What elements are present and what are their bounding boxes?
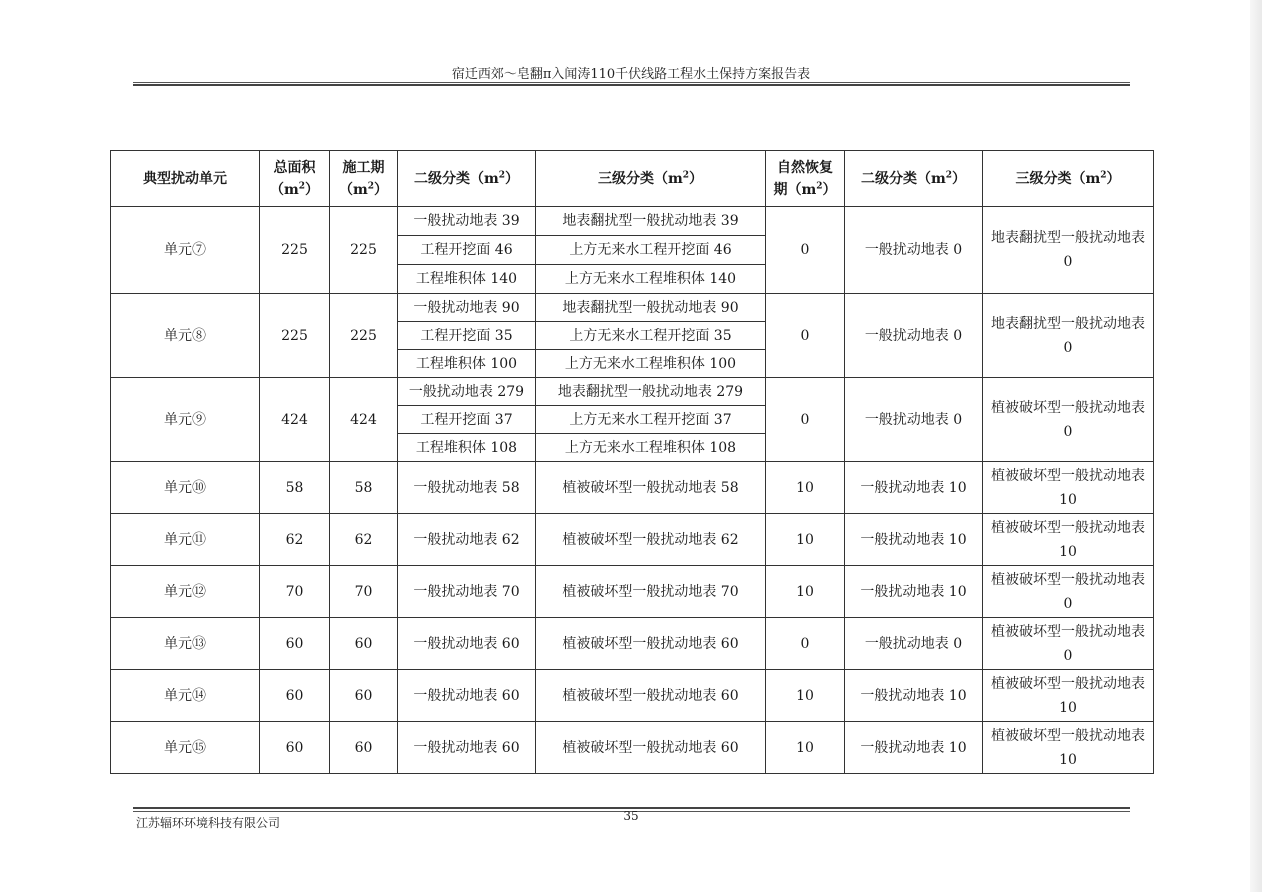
cell-unit: 单元⑪	[111, 514, 260, 566]
col-header-construction-period: 施工期 $(m^2)$	[330, 151, 398, 207]
cell-recovery-level3: 植被破坏型一般扰动地表 10	[983, 722, 1154, 774]
cell-level3: 上方无来水工程开挖面 35	[536, 322, 766, 350]
page-edge-shadow	[1250, 0, 1262, 892]
cell-level3: 地表翻扰型一般扰动地表 39	[536, 207, 766, 236]
cell-recovery-level3: 植被破坏型一般扰动地表 0	[983, 378, 1154, 462]
cell-construction-area: 62	[330, 514, 398, 566]
cell-recovery-level3: 植被破坏型一般扰动地表 10	[983, 462, 1154, 514]
cell-construction-area: 60	[330, 722, 398, 774]
cell-recovery-level2: 一般扰动地表 0	[845, 207, 983, 294]
cell-unit: 单元⑬	[111, 618, 260, 670]
cell-total-area: 70	[260, 566, 330, 618]
table-row	[111, 722, 1154, 774]
table-row	[111, 618, 1154, 670]
table-header-row	[111, 151, 1154, 207]
cell-level2: 一般扰动地表 39	[398, 207, 536, 236]
cell-level2: 工程堆积体 108	[398, 434, 536, 462]
cell-recovery-level3: 植被破坏型一般扰动地表 0	[983, 618, 1154, 670]
cell-level2: 一般扰动地表 60	[398, 722, 536, 774]
cell-level2: 一般扰动地表 60	[398, 618, 536, 670]
cell-level3: 植被破坏型一般扰动地表 60	[536, 722, 766, 774]
cell-recovery-area: 0	[766, 294, 845, 378]
cell-construction-area: 60	[330, 618, 398, 670]
cell-recovery-level3: 地表翻扰型一般扰动地表 0	[983, 294, 1154, 378]
cell-level3: 植被破坏型一般扰动地表 58	[536, 462, 766, 514]
col-header-recovery-level3: 三级分类$(m^2)$	[983, 151, 1154, 207]
cell-level2: 一般扰动地表 70	[398, 566, 536, 618]
cell-recovery-level3: 地表翻扰型一般扰动地表 0	[983, 207, 1154, 294]
cell-level2: 工程堆积体 100	[398, 350, 536, 378]
header-rule	[133, 82, 1130, 83]
cell-recovery-level3: 植被破坏型一般扰动地表 10	[983, 514, 1154, 566]
page-header-title: 宿迁西郊～皂翻π入闻涛110千伏线路工程水土保持方案报告表	[451, 67, 811, 82]
cell-unit: 单元⑧	[111, 294, 260, 378]
cell-total-area: 60	[260, 670, 330, 722]
cell-recovery-level3: 植被破坏型一般扰动地表 10	[983, 670, 1154, 722]
cell-unit: 单元⑭	[111, 670, 260, 722]
cell-recovery-area: 0	[766, 378, 845, 462]
cell-level3: 上方无来水工程堆积体 100	[536, 350, 766, 378]
cell-recovery-area: 10	[766, 566, 845, 618]
disturbance-unit-table	[110, 150, 1154, 774]
cell-total-area: 225	[260, 294, 330, 378]
col-header-recovery-level2: 二级分类$(m^2)$	[845, 151, 983, 207]
cell-construction-area: 60	[330, 670, 398, 722]
cell-total-area: 62	[260, 514, 330, 566]
table-row	[111, 514, 1154, 566]
cell-total-area: 424	[260, 378, 330, 462]
cell-unit: 单元⑦	[111, 207, 260, 294]
cell-unit: 单元⑫	[111, 566, 260, 618]
table-row	[111, 462, 1154, 514]
cell-construction-area: 70	[330, 566, 398, 618]
cell-recovery-level2: 一般扰动地表 0	[845, 618, 983, 670]
cell-level2: 一般扰动地表 90	[398, 294, 536, 322]
col-header-level3: 三级分类$(m^2)$	[536, 151, 766, 207]
table-row	[111, 378, 1154, 406]
cell-total-area: 60	[260, 618, 330, 670]
cell-recovery-level2: 一般扰动地表 0	[845, 378, 983, 462]
cell-recovery-level2: 一般扰动地表 10	[845, 514, 983, 566]
cell-recovery-area: 10	[766, 462, 845, 514]
cell-level3: 植被破坏型一般扰动地表 70	[536, 566, 766, 618]
cell-recovery-area: 10	[766, 722, 845, 774]
cell-construction-area: 225	[330, 207, 398, 294]
cell-recovery-area: 0	[766, 618, 845, 670]
cell-level2: 工程开挖面 35	[398, 322, 536, 350]
cell-recovery-level2: 一般扰动地表 10	[845, 722, 983, 774]
cell-level2: 工程堆积体 140	[398, 265, 536, 294]
cell-recovery-level2: 一般扰动地表 0	[845, 294, 983, 378]
cell-level3: 植被破坏型一般扰动地表 62	[536, 514, 766, 566]
cell-recovery-level3: 植被破坏型一般扰动地表 0	[983, 566, 1154, 618]
col-header-level2: 二级分类$(m^2)$	[398, 151, 536, 207]
cell-construction-area: 225	[330, 294, 398, 378]
cell-level2: 工程开挖面 46	[398, 236, 536, 265]
cell-level3: 地表翻扰型一般扰动地表 90	[536, 294, 766, 322]
col-header-unit: 典型扰动单元	[111, 151, 260, 207]
cell-level2: 工程开挖面 37	[398, 406, 536, 434]
cell-recovery-level2: 一般扰动地表 10	[845, 462, 983, 514]
cell-level3: 植被破坏型一般扰动地表 60	[536, 670, 766, 722]
cell-total-area: 58	[260, 462, 330, 514]
cell-total-area: 225	[260, 207, 330, 294]
page-number: 35	[623, 809, 639, 823]
cell-recovery-area: 10	[766, 514, 845, 566]
cell-level3: 地表翻扰型一般扰动地表 279	[536, 378, 766, 406]
col-header-recovery-period: 自然恢复 期$(m^2)$	[766, 151, 845, 207]
cell-level2: 一般扰动地表 58	[398, 462, 536, 514]
cell-construction-area: 58	[330, 462, 398, 514]
cell-total-area: 60	[260, 722, 330, 774]
cell-unit: 单元⑮	[111, 722, 260, 774]
cell-level3: 上方无来水工程开挖面 46	[536, 236, 766, 265]
cell-level2: 一般扰动地表 62	[398, 514, 536, 566]
table-row	[111, 294, 1154, 322]
cell-recovery-area: 10	[766, 670, 845, 722]
table-row	[111, 207, 1154, 236]
cell-recovery-level2: 一般扰动地表 10	[845, 670, 983, 722]
cell-recovery-area: 0	[766, 207, 845, 294]
cell-level2: 一般扰动地表 60	[398, 670, 536, 722]
table-row	[111, 670, 1154, 722]
cell-level2: 一般扰动地表 279	[398, 378, 536, 406]
cell-level3: 植被破坏型一般扰动地表 60	[536, 618, 766, 670]
cell-level3: 上方无来水工程堆积体 140	[536, 265, 766, 294]
col-header-total-area: 总面积 $(m^2)$	[260, 151, 330, 207]
cell-construction-area: 424	[330, 378, 398, 462]
cell-recovery-level2: 一般扰动地表 10	[845, 566, 983, 618]
cell-level3: 上方无来水工程堆积体 108	[536, 434, 766, 462]
cell-unit: 单元⑩	[111, 462, 260, 514]
cell-unit: 单元⑨	[111, 378, 260, 462]
cell-level3: 上方无来水工程开挖面 37	[536, 406, 766, 434]
footer-company: 江苏辐环环境科技有限公司	[136, 816, 281, 830]
table-row	[111, 566, 1154, 618]
header-rule-thick	[133, 84, 1130, 86]
